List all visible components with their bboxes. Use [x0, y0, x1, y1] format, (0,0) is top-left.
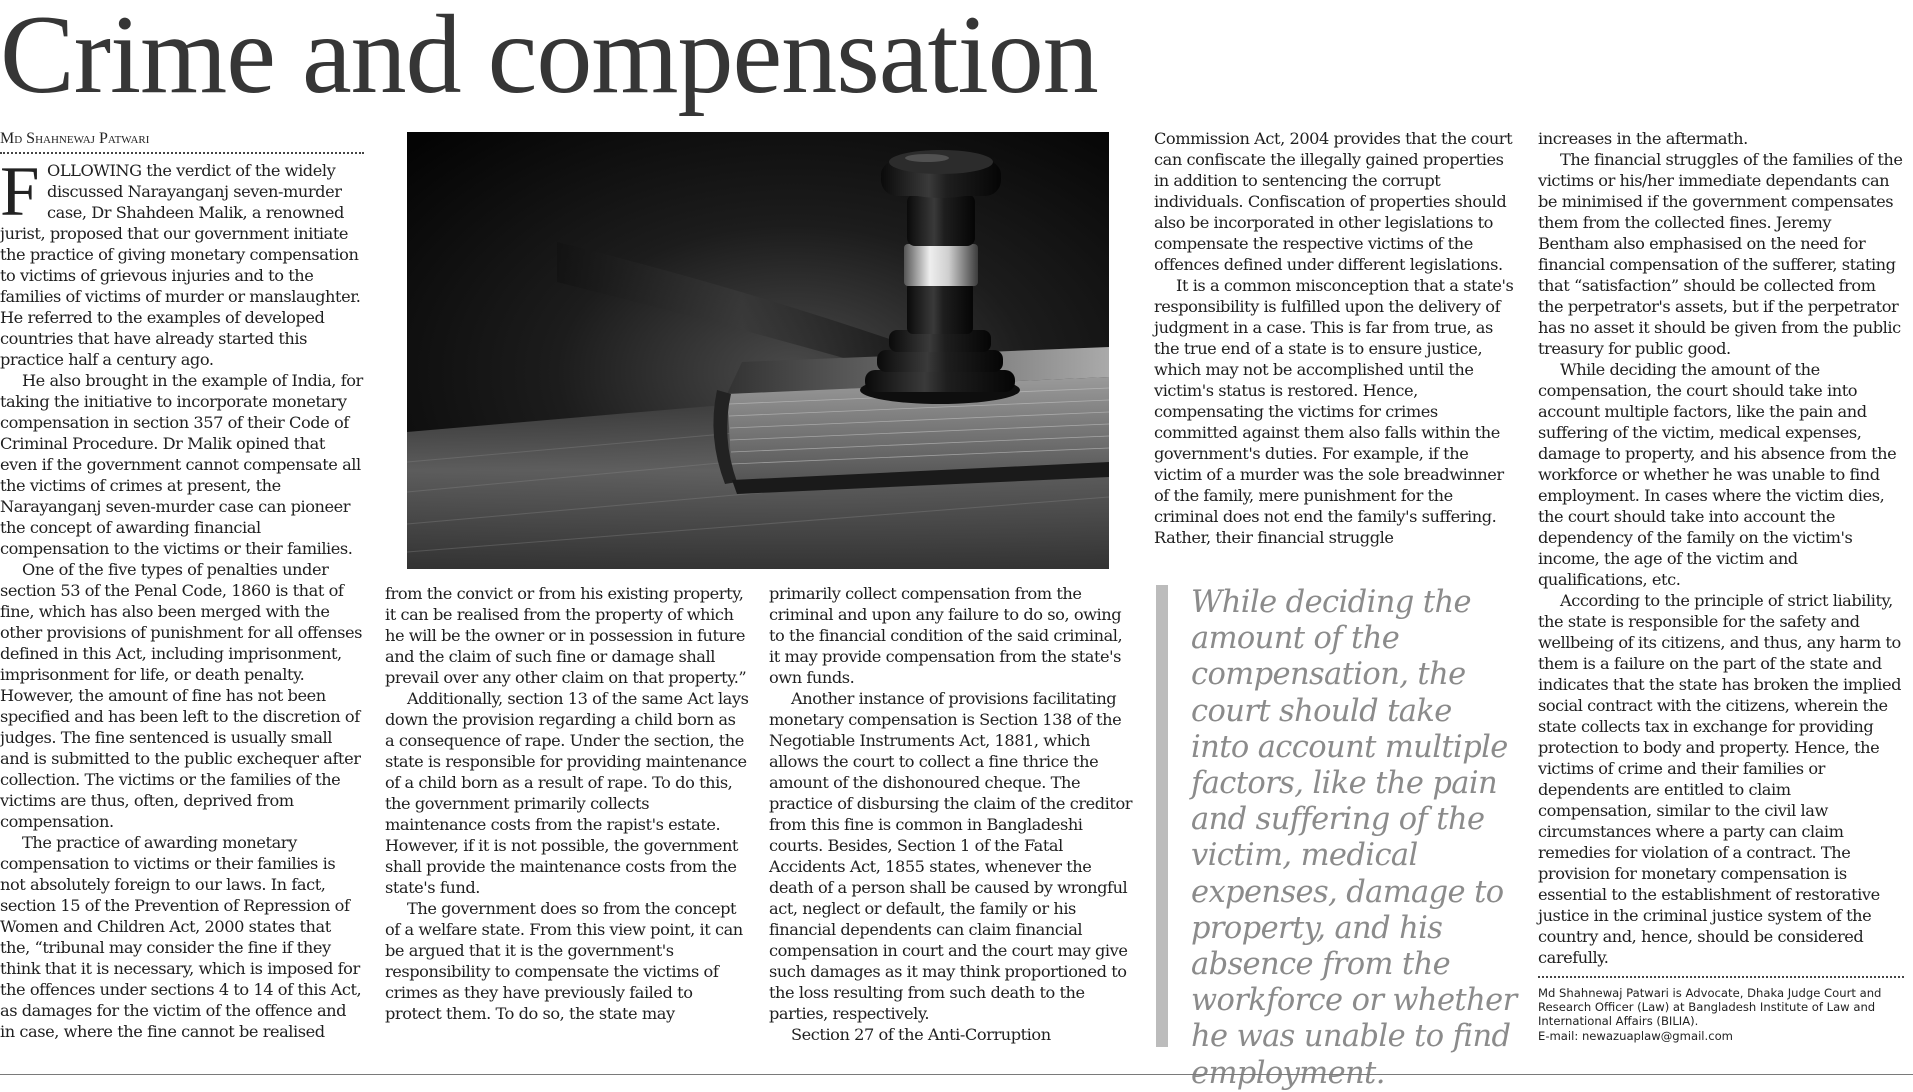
paragraph: The government does so from the concept of a welfare state. From this view point, it can be argued that it is the government's responsibility to compensate the victims of crimes as they have previously failed to protect them. To do so, the state may: [385, 899, 743, 1023]
bottom-rule: [0, 1074, 1913, 1075]
first-paragraph-text: OLLOWING the verdict of the widely discussed Narayanganj seven-murder case, Dr Shahdeen Malik, a renowned jurist, proposed that our government initiate the practice of giving monetary compensation to victims of grievous injuries and to the families of victims of murder or manslaughter. He referred to the examples of developed countries that have already started this practice half a century ago.: [0, 161, 361, 369]
paragraph: primarily collect compensation from the criminal and upon any failure to do so, owing to the financial condition of the said criminal, it may provide compensation from the state's own funds.: [769, 584, 1123, 687]
first-paragraph: [0, 153, 364, 370]
author-email: E-mail: newazuaplaw@gmail.com: [1538, 1028, 1733, 1043]
paragraph: The practice of awarding monetary compensation to victims or their families is not absolutely foreign to our laws. In fact, section 15 of the Prevention of Repression of Women and Children Act, 2000 states that the, “tribunal may consider the fine if they think that it is necessary, which is imposed for the offences under sections 4 to 14 of this Act, as damages for the victim of the offence and in case, where the fine cannot be realised: [0, 833, 362, 1041]
byline: Md Shahnewaj Patwari: [0, 129, 364, 154]
drop-cap: F: [0, 153, 40, 231]
paragraph: According to the principle of strict liability, the state is responsible for the safety and wellbeing of its citizens, and thus, any harm to them is a failure on the part of the state and indicates that the state has broken the implied social contract with the citizens, wherein the state collects tax in exchange for providing protection to body and property. Hence, the victims of crime and their families or dependents are entitled to claim compensation, similar to the civil law circumstances where a party can claim remedies for violation of a contract. The provision for monetary compensation is essential to the establishment of restorative justice in the criminal justice system of the country and, hence, should be considered carefully.: [1538, 591, 1902, 967]
column-5: [1538, 128, 1904, 1043]
column-2: [385, 583, 749, 1024]
author-bio-text: Md Shahnewaj Patwari is Advocate, Dhaka Judge Court and Research Officer (Law) at Bangladesh Institute of Law and International Affairs (BILIA).: [1538, 986, 1882, 1029]
paragraph: Another instance of provisions facilitating monetary compensation is Section 138 of the Negotiable Instruments Act, 1881, which allows the court to collect a fine thrice the amount of the dishonoured cheque. The practice of disbursing the claim of the creditor from this fine is common in Bangladeshi courts. Besides, Section 1 of the Fatal Accidents Act, 1855 states, whenever the death of a person shall be caused by wrongful act, neglect or default, the family or his financial dependents can claim financial compensation in court and the court may give such damages as it may think proportioned to the loss resulting from such death to the parties, respectively.: [769, 689, 1133, 1023]
headline: Crime and compensation: [0, 0, 1098, 117]
column-1: [0, 129, 364, 1042]
paragraph: The financial struggles of the families of the victims or his/her immediate dependants can be minimised if the government compensates them from the collected fines. Jeremy Bentham also emphasised on the need for financial compensation of the sufferer, stating that “satisfaction” should be collected from the perpetrator's assets, but if the perpetrator has no asset it should be given from the public treasury for public good.: [1538, 150, 1903, 358]
paragraph: While deciding the amount of the compensation, the court should take into account multiple factors, like the pain and suffering of the victim, medical expenses, damage to property, and his absence from the workforce or whether he was unable to find employment. In cases where the victim dies, the court should take into account the dependency of the family on the victim's income, the age of the victim and qualifications, etc.: [1538, 360, 1897, 589]
column-4: [1154, 128, 1520, 548]
paragraph: Additionally, section 13 of the same Act lays down the provision regarding a child born as a consequence of rape. Under the section, the state is responsible for providing maintenance of a child born as a result of rape. To do this, the government primarily collects maintenance costs from the rapist's estate. However, if it is not possible, the government shall provide the maintenance costs from the state's fund.: [385, 689, 749, 897]
paragraph: Commission Act, 2004 provides that the court can confiscate the illegally gained properties in addition to sentencing the corrupt individuals. Confiscation of properties should also be incorporated in other legislations to compensate the respective victims of the offences defined under different legislations.: [1154, 129, 1513, 274]
gavel-on-book-icon: [407, 132, 1109, 569]
paragraph: One of the five types of penalties under section 53 of the Penal Code, 1860 is that of fine, which has also been merged with the other provisions of punishment for all offenses defined in this Act, including imprisonment, imprisonment for life, or death penalty. However, the amount of fine has not been specified and has been left to the discretion of judges. The fine sentenced is usually small and is submitted to the public exchequer after collection. The victims or the families of the victims are thus, often, deprived from compensation.: [0, 560, 362, 831]
pull-quote: While deciding the amount of the compensation, the court should take into account multiple factors, like the pain and suffering of the victim, medical expenses, damage to property, and his absence from the workforce or whether he was unable to find employment.: [1156, 585, 1518, 1047]
column-3: [769, 583, 1133, 1045]
paragraph: Section 27 of the Anti-Corruption: [791, 1025, 1051, 1044]
paragraph: He also brought in the example of India, for taking the initiative to incorporate monetary compensation in section 357 of their Code of Criminal Procedure. Dr Malik opined that even if the government cannot compensate all the victims of crimes at present, the Narayanganj seven-murder case can pioneer the concept of awarding financial compensation to the victims or their families.: [0, 371, 363, 558]
author-bio: [1538, 976, 1904, 1043]
article-photo: [407, 132, 1109, 569]
paragraph: increases in the aftermath.: [1538, 129, 1748, 148]
paragraph: from the convict or from his existing property, it can be realised from the property of which he will be the owner or in possession in future and the claim of such fine or damage shall prevail over any other claim on that property.”: [385, 584, 747, 687]
paragraph: It is a common misconception that a state's responsibility is fulfilled upon the delivery of judgment in a case. This is far from true, as the true end of a state is to ensure justice, which may not be accomplished until the victim's status is restored. Hence, compensating the victims for crimes committed against them also falls within the government's duties. For example, if the victim of a murder was the sole breadwinner of the family, mere punishment for the criminal does not end the family's suffering. Rather, their financial struggle: [1154, 276, 1514, 547]
